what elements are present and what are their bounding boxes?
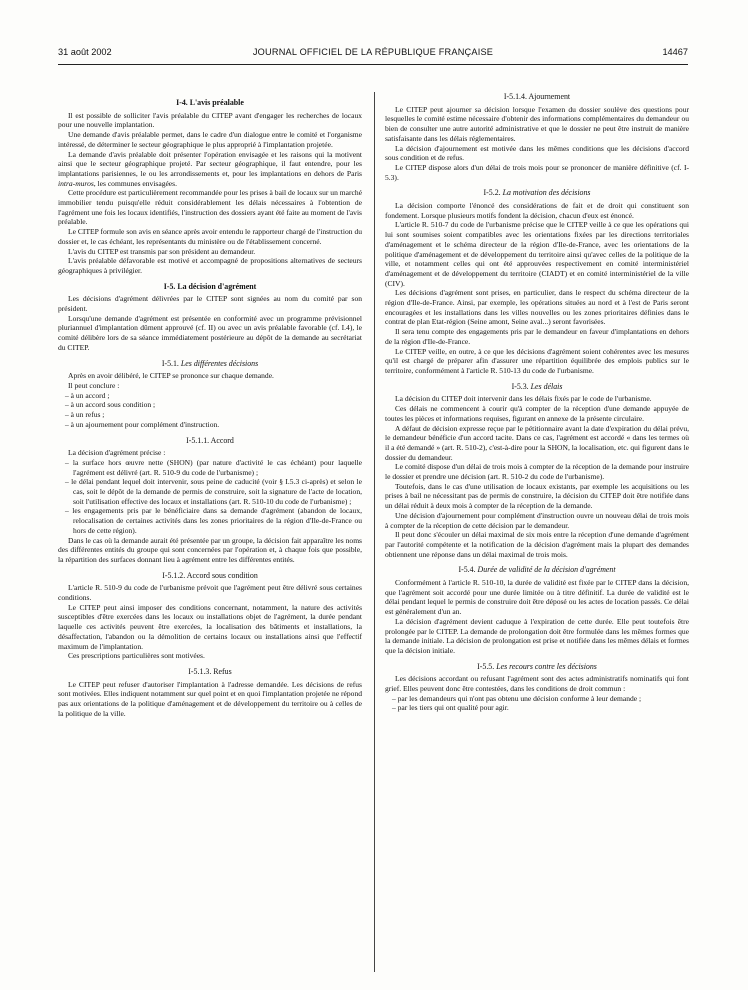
issue-date: 31 août 2002 <box>58 47 112 57</box>
list-item: – à un accord sous condition ; <box>65 400 156 410</box>
decision-type-list <box>58 391 362 430</box>
heading-i-5-3: I-5.3. Les délais <box>511 381 563 391</box>
paragraph: Après en avoir délibéré, le CITEP se prononce sur chaque demande. <box>68 371 274 381</box>
paragraph: Le CITEP formule son avis en séance après avoir entendu le rapporteur chargé de l'instruction du dossier et, le cas échéant, les représentants du ministère ou de l'établissement concerné. <box>58 227 362 246</box>
left-column <box>58 92 362 718</box>
paragraph: La décision d'ajournement est motivée dans les mêmes conditions que les décisions d'accord sous condition et de refus. <box>385 143 689 163</box>
heading-i-4: I-4. L'avis préalable <box>176 98 244 107</box>
paragraph: Les décisions accordant ou refusant l'agrément sont des actes administratifs nominatifs qui font grief. Elles peuvent donc être contestées, dans les conditions de droit commun : <box>385 674 689 694</box>
list-item: – à un accord ; <box>65 390 110 400</box>
paragraph: Le CITEP peut refuser d'autoriser l'implantation à l'adresse demandée. Les décisions de refus sont motivées. Elles indiquent notamment sur quel point et en quoi l'implantation projetée ne répond pas aux orientations de la politique d'aménagement et de développement du territoire ou à celles de la politique de la ville. <box>58 679 362 718</box>
paragraph: Le CITEP peut ainsi imposer des conditions concernant, notamment, la nature des activités susceptibles d'être exercées dans les locaux ou installations objet de l'agrément, la durée pendant laquelle ces activités peuvent être exercées, la localisation des bâtiments et installations, la désaffectation, l'abandon ou la démolition de certains locaux ou installations ainsi que l'effectif maximum de l'implantation. <box>58 602 362 651</box>
paragraph: Il sera tenu compte des engagements pris par le demandeur en faveur d'implantations en dehors de la région d'Ile-de-France. <box>385 327 689 346</box>
appeal-parties-list <box>385 694 689 713</box>
paragraph: Le CITEP veille, en outre, à ce que les décisions d'agrément soient cohérentes avec les mesures qu'il est chargé de préparer afin d'assurer une répartition équilibrée des emplois publics sur le territoire, conformément à l'article R. 510-13 du code de l'urbanisme. <box>385 346 689 375</box>
heading-i-5-4: I-5.4. Durée de validité de la décision d'agrément <box>458 565 616 575</box>
right-column <box>385 92 689 713</box>
list-item: – le délai pendant lequel doit intervenir, sous peine de caducité (voir § I.5.3 ci-après) et selon le cas, soit le dépôt de la demande de permis de construire, soit la signature de l'acte de location, soit l'utilisation effective des locaux et installations (art. R. 510-10 du code de l'urbanisme) ; <box>65 477 362 506</box>
column-divider <box>374 92 375 972</box>
paragraph: La décision d'agrément précise : <box>68 448 166 458</box>
heading-i-5-1-3: I-5.1.3. Refus <box>188 666 232 676</box>
paragraph: Une demande d'avis préalable permet, dans le cadre d'un dialogue entre le comité et l'organisme intéressé, de déterminer le secteur géographique le plus approprié à l'implantation projetée. <box>58 130 362 149</box>
paragraph: Il est possible de solliciter l'avis préalable du CITEP avant d'engager les recherches de locaux pour une nouvelle implantation. <box>58 110 362 130</box>
paragraph: Lorsqu'une demande d'agrément est présentée en conformité avec un programme prévisionnel pluriannuel d'implantation dûment approuvé (cf. II) ou avec un avis préalable favorable (cf. I.4), le comité délibère lors de sa séance immédiatement postérieure au dépôt de la demande au secrétariat du CITEP. <box>58 313 362 352</box>
agreement-details-list <box>58 458 362 536</box>
heading-i-5-2: I-5.2. La motivation des décisions <box>483 188 591 198</box>
paragraph: Dans le cas où la demande aurait été présentée par un groupe, la décision fait apparaître les noms des différentes entités du groupe qui sont concernées par l'opération et, à chaque fois que possible, la répartition des surfaces donnant lieu à agrément entre les différentes entités. <box>58 535 362 564</box>
paragraph: Conformément à l'article R. 510-10, la durée de validité est fixée par le CITEP dans la décision, que l'agrément soit accordé pour une durée limitée ou à titre définitif. La durée de validité est le délai pendant lequel le permis de construire doit être déposé ou les actes de location passés. Ce délai est généralement d'un an. <box>385 578 689 617</box>
heading-i-5-1-4: I-5.1.4. Ajournement <box>503 92 571 101</box>
heading-i-5-1: I-5.1. Les différentes décisions <box>161 358 259 368</box>
paragraph: Il peut donc s'écouler un délai maximal de six mois entre la réception d'une demande d'agrément par l'autorité compétente et la notification de la décision d'agrément mais la plupart des demandes obtiennent une réponse dans un délai maximal de trois mois. <box>385 530 689 559</box>
paragraph: L'article R. 510-7 du code de l'urbanisme précise que le CITEP veille à ce que les opérations qui lui sont soumises soient compatibles avec les orientations fixées par les directions territoriales d'aménagement et le schéma directeur de la région d'Ile-de-France, avec les orientations de la politique d'aménagement et de développement du territoire ainsi qu'avec celles de la politique de la ville, et notamment celles qui ont été approuvées respectivement en comité interministériel d'aménagement et de développement du territoire (CIADT) et en comité interministériel de la ville (CIV). <box>385 220 689 288</box>
paragraph: L'avis préalable défavorable est motivé et accompagné de propositions alternatives de secteurs géographiques à privilégier. <box>58 256 362 275</box>
paragraph: Les décisions d'agrément sont prises, en particulier, dans le respect du schéma directeur de la région d'Ile-de-France. Ainsi, par exemple, les opérations situées au nord et à l'est de Paris seront encouragées et les installations dans les villes nouvelles ou les zones prioritaires définies dans le contrat de plan Etat-région (Seine amont, Seine aval...) seront favorisées. <box>385 288 689 327</box>
list-item: – les engagements pris par le bénéficiaire dans sa demande d'agrément (abandon de locaux, relocalisation de certaines activités dans les zones prioritaires de la région d'Ile-de-France ou hors de cette région). <box>65 506 362 535</box>
paragraph: Les décisions d'agrément délivrées par le CITEP sont signées au nom du comité par son président. <box>58 294 362 314</box>
paragraph: Le comité dispose d'un délai de trois mois à compter de la réception de la demande pour instruire le dossier et prendre une décision (art. R. 510-2 du code de l'urbanisme). <box>385 462 689 482</box>
paragraph: Une décision d'ajournement pour complément d'instruction ouvre un nouveau délai de trois mois à compter de la réception de cette décision par le demandeur. <box>385 510 689 530</box>
paragraph: La décision d'agrément devient caduque à l'expiration de cette durée. Elle peut toutefois être prolongée par le CITEP. La demande de prolongation doit être formulée dans les mêmes formes que la demande initiale. La décision de prolongation est prise et notifiée dans les mêmes délais et formes que la décision initiale. <box>385 616 689 655</box>
heading-i-5-5: I-5.5. Les recours contre les décisions <box>477 661 597 671</box>
paragraph: Toutefois, dans le cas d'une utilisation de locaux existants, par exemple les acquisitions ou les prises à bail ne nécessitant pas de permis de construire, la décision du CITEP doit être notifiée dans un délai réduit à deux mois à compter de la réception de la demande. <box>385 481 689 511</box>
paragraph: La décision du CITEP doit intervenir dans les délais fixés par le code de l'urbanisme. <box>395 394 652 404</box>
heading-i-5-1-2: I-5.1.2. Accord sous condition <box>162 570 258 580</box>
paragraph: Le CITEP peut ajourner sa décision lorsque l'examen du dossier soulève des questions pour lesquelles le comité estime nécessaire d'obtenir des informations complémentaires du demandeur ou bien de consulter une autre autorité administrative et que le dossier ne peut être instruit de manière satisfaisante dans les délais réglementaires. <box>385 104 689 143</box>
paragraph: Il peut conclure : <box>68 380 120 390</box>
paragraph: La décision comporte l'énoncé des considérations de fait et de droit qui constituent son fondement. Lorsque plusieurs motifs fondent la décision, chacun d'eux est énoncé. <box>385 201 689 220</box>
paragraph: Cette procédure est particulièrement recommandée pour les prises à bail de locaux sur un marché immobilier tendu puisqu'elle réduit considérablement les délais nécessaires à l'obtention de l'agrément une fois les locaux identifiés, l'instruction des dossiers ayant été faite au moment de l'avis préalable. <box>58 188 362 227</box>
page-header <box>58 47 688 61</box>
page-number: 14467 <box>662 47 688 57</box>
list-item: – la surface hors œuvre nette (SHON) (par nature d'activité le cas échéant) pour laquelle l'agrément est délivré (art. R. 510-9 du code de l'urbanisme) ; <box>65 457 362 477</box>
list-item: – à un ajournement pour complément d'instruction. <box>65 419 220 429</box>
paragraph: L'article R. 510-9 du code de l'urbanisme prévoit que l'agrément peut être délivré sous certaines conditions. <box>58 583 362 603</box>
paragraph: La demande d'avis préalable doit présenter l'opération envisagée et les raisons qui la motivent ainsi que le secteur géographique projeté. Par secteur géographique, il faut entendre, pour les implantations parisiennes, le ou les arrondissements et, pour les implantations en dehors de Paris intra-muros, les communes envisagées. <box>58 149 362 188</box>
paragraph: L'avis du CITEP est transmis par son président au demandeur. <box>68 246 256 256</box>
heading-i-5-1-1: I-5.1.1. Accord <box>186 435 234 445</box>
paragraph: A défaut de décision expresse reçue par le pétitionnaire avant la date d'expiration du délai prévu, le demandeur bénéficie d'un accord tacite. Dans ce cas, l'agrément est accordé « dans les termes où il a été demandé » (art. R. 510-2), c'est-à-dire pour la SHON, la localisation, etc. qui figurent dans le dossier du demandeur. <box>385 423 689 462</box>
header-rule <box>58 64 688 65</box>
paragraph: Le CITEP dispose alors d'un délai de trois mois pour se prononcer de manière définitive (cf. I-5.3). <box>385 162 689 182</box>
journal-title: JOURNAL OFFICIEL DE LA RÉPUBLIQUE FRANÇAISE <box>252 47 494 57</box>
list-item: – à un refus ; <box>65 410 105 420</box>
list-item: – par les demandeurs qui n'ont pas obtenu une décision conforme à leur demande ; <box>392 693 642 703</box>
list-item: – par les tiers qui ont qualité pour agir. <box>392 703 509 713</box>
paragraph: Ces prescriptions particulières sont motivées. <box>68 651 205 661</box>
paragraph: Ces délais ne commencent à courir qu'à compter de la réception d'une demande appuyée de toutes les pièces et informations requises, figurant en annexe de la présente circulaire. <box>385 404 689 423</box>
heading-i-5: I-5. La décision d'agrément <box>163 281 257 291</box>
